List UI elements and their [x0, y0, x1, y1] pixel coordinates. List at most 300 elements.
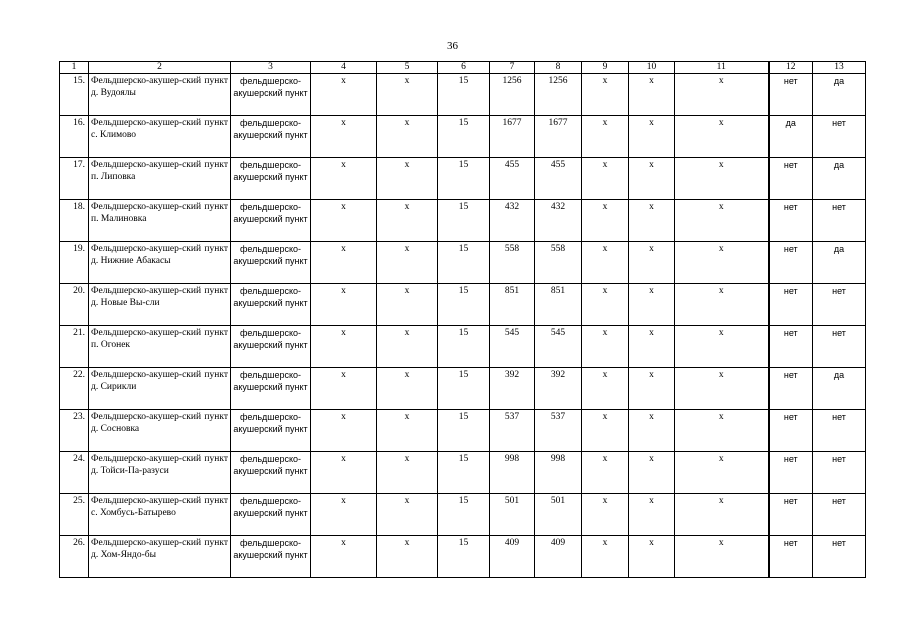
- col-4-value-text: x: [341, 370, 346, 380]
- facility-name-text: Фельдшерско-акушер-ский пункт с. Климово: [91, 118, 228, 140]
- column-header-6: 6: [438, 62, 490, 74]
- col-11-value-text: x: [718, 454, 724, 464]
- col-6-value-text: 15: [458, 412, 469, 422]
- col-12-value: [769, 368, 813, 410]
- col-7-value-text: 558: [504, 244, 520, 254]
- facility-name-text: Фельдшерско-акушер-ский пункт д. Сирикли: [91, 370, 228, 392]
- col-12-value-text: нет: [783, 202, 798, 212]
- page-number: 36: [447, 40, 458, 52]
- facility-name: [89, 326, 231, 368]
- col-11-value-text: x: [718, 328, 724, 338]
- column-header-1: 1: [60, 62, 89, 74]
- col-9-value: [582, 116, 629, 158]
- facility-name: [89, 116, 231, 158]
- facility-name-text: Фельдшерско-акушер-ский пункт д. Тойси-Па-разуси: [91, 454, 228, 476]
- col-10-value-text: x: [649, 202, 654, 212]
- row-number-text: 21.: [73, 328, 85, 338]
- col-5-value: [377, 74, 438, 116]
- col-12-value: [769, 326, 813, 368]
- col-13-value: [813, 74, 866, 116]
- facility-type: [231, 74, 311, 116]
- col-11-value-text: x: [718, 202, 724, 212]
- col-12-value: [769, 116, 813, 158]
- col-12-value-text: нет: [783, 160, 798, 170]
- col-8-value: [535, 158, 582, 200]
- facility-type: [231, 326, 311, 368]
- facility-type: [231, 242, 311, 284]
- data-table: [59, 61, 866, 578]
- col-13-value-text: нет: [832, 202, 846, 212]
- col-8-value: [535, 368, 582, 410]
- col-13-value-text: нет: [832, 412, 846, 422]
- column-header-3: 3: [231, 62, 311, 74]
- facility-type-text: фельдшерско-акушерский пункт: [233, 454, 308, 476]
- col-5-value: [377, 326, 438, 368]
- col-12-value: [769, 74, 813, 116]
- col-12-value-text: нет: [783, 412, 798, 422]
- facility-name-text: Фельдшерско-акушер-ский пункт с. Хомбусь-Батырево: [91, 496, 228, 518]
- col-9-value: [582, 494, 629, 536]
- col-5-value: [377, 536, 438, 578]
- col-10-value-text: x: [649, 118, 654, 128]
- col-10-value: [629, 368, 675, 410]
- col-5-value-text: x: [404, 370, 410, 380]
- col-8-value-text: 998: [550, 454, 566, 464]
- col-8-value: [535, 326, 582, 368]
- col-8-value-text: 432: [550, 202, 566, 212]
- col-4-value: [311, 494, 377, 536]
- col-8-value: [535, 200, 582, 242]
- column-header-2: 2: [89, 62, 231, 74]
- col-4-value-text: x: [341, 496, 346, 506]
- col-4-value: [311, 410, 377, 452]
- col-12-value-text: нет: [783, 454, 798, 464]
- col-4-value-text: x: [341, 118, 346, 128]
- col-7-value: [490, 200, 535, 242]
- col-11-value-text: x: [718, 76, 724, 86]
- col-6-value-text: 15: [458, 286, 469, 296]
- col-13-value-text: нет: [832, 286, 846, 296]
- col-9-value: [582, 452, 629, 494]
- row-number: [60, 284, 89, 326]
- col-9-value-text: x: [602, 370, 608, 380]
- col-10-value: [629, 74, 675, 116]
- col-13-value: [813, 536, 866, 578]
- col-4-value: [311, 368, 377, 410]
- facility-name: [89, 368, 231, 410]
- col-12-value: [769, 242, 813, 284]
- col-8-value-text: 558: [550, 244, 566, 254]
- col-10-value-text: x: [649, 412, 654, 422]
- col-13-value: [813, 284, 866, 326]
- col-4-value: [311, 452, 377, 494]
- col-9-value: [582, 536, 629, 578]
- col-12-value-text: нет: [783, 370, 798, 380]
- col-13-value-text: нет: [832, 118, 846, 128]
- col-5-value-text: x: [404, 538, 410, 548]
- col-6-value: [438, 452, 490, 494]
- col-4-value-text: x: [341, 286, 346, 296]
- col-10-value: [629, 200, 675, 242]
- col-8-value-text: 851: [550, 286, 566, 296]
- facility-type-text: фельдшерско-акушерский пункт: [233, 286, 308, 308]
- col-11-value: [675, 326, 769, 368]
- col-13-value: [813, 116, 866, 158]
- col-5-value-text: x: [404, 496, 410, 506]
- col-10-value-text: x: [649, 160, 654, 170]
- row-number: [60, 74, 89, 116]
- col-9-value-text: x: [602, 412, 608, 422]
- col-6-value-text: 15: [458, 76, 469, 86]
- col-7-value: [490, 284, 535, 326]
- col-6-value-text: 15: [458, 328, 469, 338]
- col-8-value-text: 392: [550, 370, 566, 380]
- col-11-value-text: x: [718, 118, 724, 128]
- col-9-value-text: x: [602, 496, 608, 506]
- col-9-value: [582, 326, 629, 368]
- col-7-value: [490, 410, 535, 452]
- col-5-value-text: x: [404, 202, 410, 212]
- col-5-value: [377, 116, 438, 158]
- col-11-value-text: x: [718, 412, 724, 422]
- col-12-value: [769, 200, 813, 242]
- col-10-value-text: x: [649, 454, 654, 464]
- col-7-value: [490, 368, 535, 410]
- col-6-value: [438, 368, 490, 410]
- table-row: [60, 410, 866, 452]
- col-13-value: [813, 326, 866, 368]
- facility-name-text: Фельдшерско-акушер-ский пункт д. Сосновка: [91, 412, 228, 434]
- facility-type: [231, 200, 311, 242]
- facility-type-text: фельдшерско-акушерский пункт: [233, 328, 308, 350]
- col-12-value: [769, 494, 813, 536]
- facility-type-text: фельдшерско-акушерский пункт: [233, 244, 308, 266]
- column-header-4: 4: [311, 62, 377, 74]
- col-4-value: [311, 242, 377, 284]
- col-13-value-text: нет: [832, 496, 846, 506]
- facility-name: [89, 200, 231, 242]
- col-12-value-text: нет: [783, 286, 798, 296]
- facility-name-text: Фельдшерско-акушер-ский пункт д. Новые Вы-сли: [91, 286, 228, 308]
- col-8-value: [535, 410, 582, 452]
- col-8-value-text: 409: [550, 538, 566, 548]
- col-7-value: [490, 242, 535, 284]
- column-header-7: 7: [490, 62, 535, 74]
- row-number-text: 23.: [73, 412, 85, 422]
- col-7-value: [490, 116, 535, 158]
- col-9-value: [582, 284, 629, 326]
- col-5-value: [377, 242, 438, 284]
- facility-name-text: Фельдшерско-акушер-ский пункт д. Вудоялы: [91, 76, 228, 98]
- facility-type: [231, 410, 311, 452]
- col-11-value: [675, 116, 769, 158]
- facility-name-text: Фельдшерско-акушер-ский пункт п. Огонек: [91, 328, 228, 350]
- col-12-value: [769, 158, 813, 200]
- col-7-value-text: 537: [504, 412, 520, 422]
- col-8-value-text: 545: [550, 328, 566, 338]
- col-6-value: [438, 494, 490, 536]
- col-5-value-text: x: [404, 160, 410, 170]
- column-header-5: 5: [377, 62, 438, 74]
- col-10-value-text: x: [649, 538, 654, 548]
- row-number: [60, 158, 89, 200]
- col-9-value: [582, 242, 629, 284]
- column-header-12: 12: [769, 62, 813, 74]
- col-8-value-text: 501: [550, 496, 566, 506]
- col-10-value: [629, 158, 675, 200]
- col-11-value-text: x: [718, 160, 724, 170]
- col-5-value: [377, 284, 438, 326]
- col-13-value: [813, 158, 866, 200]
- col-8-value: [535, 284, 582, 326]
- facility-name: [89, 242, 231, 284]
- col-9-value-text: x: [602, 538, 608, 548]
- header-row: [60, 62, 866, 74]
- col-10-value: [629, 242, 675, 284]
- row-number-text: 16.: [73, 118, 85, 128]
- col-10-value-text: x: [649, 370, 654, 380]
- col-11-value: [675, 242, 769, 284]
- col-4-value-text: x: [341, 328, 346, 338]
- col-7-value: [490, 452, 535, 494]
- table-row: [60, 368, 866, 410]
- col-5-value: [377, 452, 438, 494]
- column-header-8: 8: [535, 62, 582, 74]
- col-8-value: [535, 242, 582, 284]
- table-row: [60, 158, 866, 200]
- row-number-text: 26.: [73, 538, 85, 548]
- col-13-value: [813, 494, 866, 536]
- col-13-value: [813, 410, 866, 452]
- col-4-value: [311, 116, 377, 158]
- col-11-value-text: x: [718, 538, 724, 548]
- facility-type-text: фельдшерско-акушерский пункт: [233, 76, 308, 98]
- table-row: [60, 494, 866, 536]
- facility-type-text: фельдшерско-акушерский пункт: [233, 202, 308, 224]
- col-10-value: [629, 452, 675, 494]
- facility-type: [231, 368, 311, 410]
- column-header-10: 10: [629, 62, 675, 74]
- col-10-value: [629, 536, 675, 578]
- column-header-9: 9: [582, 62, 629, 74]
- col-12-value-text: нет: [783, 76, 798, 86]
- col-9-value: [582, 74, 629, 116]
- col-11-value: [675, 284, 769, 326]
- col-12-value-text: нет: [783, 496, 798, 506]
- col-10-value: [629, 494, 675, 536]
- table-row: [60, 536, 866, 578]
- col-11-value: [675, 74, 769, 116]
- col-8-value: [535, 494, 582, 536]
- col-11-value: [675, 158, 769, 200]
- col-5-value-text: x: [404, 412, 410, 422]
- col-7-value: [490, 74, 535, 116]
- col-7-value-text: 392: [504, 370, 520, 380]
- col-9-value: [582, 158, 629, 200]
- table-row: [60, 74, 866, 116]
- col-10-value-text: x: [649, 496, 654, 506]
- col-5-value-text: x: [404, 454, 410, 464]
- row-number-text: 20.: [73, 286, 85, 296]
- col-13-value-text: нет: [832, 454, 846, 464]
- col-8-value-text: 537: [550, 412, 566, 422]
- col-11-value-text: x: [718, 370, 724, 380]
- col-5-value: [377, 158, 438, 200]
- col-12-value: [769, 452, 813, 494]
- col-11-value: [675, 452, 769, 494]
- row-number-text: 15.: [73, 76, 85, 86]
- col-8-value: [535, 536, 582, 578]
- row-number: [60, 536, 89, 578]
- col-12-value-text: да: [785, 118, 796, 128]
- col-5-value-text: x: [404, 328, 410, 338]
- col-11-value-text: x: [718, 286, 724, 296]
- facility-name-text: Фельдшерско-акушер-ский пункт п. Малиновка: [91, 202, 228, 224]
- col-7-value-text: 545: [504, 328, 520, 338]
- col-8-value-text: 1677: [548, 118, 568, 128]
- col-6-value-text: 15: [458, 244, 469, 254]
- facility-name: [89, 284, 231, 326]
- facility-name: [89, 452, 231, 494]
- col-4-value: [311, 74, 377, 116]
- col-8-value-text: 455: [550, 160, 566, 170]
- col-10-value: [629, 116, 675, 158]
- col-7-value-text: 432: [504, 202, 520, 212]
- facility-type-text: фельдшерско-акушерский пункт: [233, 370, 308, 392]
- col-10-value: [629, 410, 675, 452]
- col-4-value-text: x: [341, 454, 346, 464]
- col-4-value-text: x: [341, 202, 346, 212]
- col-11-value: [675, 536, 769, 578]
- col-11-value-text: x: [718, 496, 724, 506]
- col-5-value-text: x: [404, 118, 410, 128]
- facility-type: [231, 536, 311, 578]
- facility-type-text: фельдшерско-акушерский пункт: [233, 496, 308, 518]
- col-7-value: [490, 326, 535, 368]
- table-row: [60, 452, 866, 494]
- col-9-value-text: x: [602, 76, 608, 86]
- facility-name-text: Фельдшерско-акушер-ский пункт д. Хом-Яндо-бы: [91, 538, 228, 560]
- col-12-value-text: нет: [783, 538, 798, 548]
- col-11-value: [675, 200, 769, 242]
- facility-name: [89, 536, 231, 578]
- col-5-value-text: x: [404, 76, 410, 86]
- col-4-value: [311, 536, 377, 578]
- col-6-value-text: 15: [458, 496, 469, 506]
- col-10-value-text: x: [649, 328, 654, 338]
- col-12-value-text: нет: [783, 328, 798, 338]
- col-10-value-text: x: [649, 244, 654, 254]
- col-6-value-text: 15: [458, 370, 469, 380]
- facility-name: [89, 494, 231, 536]
- col-9-value: [582, 200, 629, 242]
- col-12-value: [769, 536, 813, 578]
- col-10-value: [629, 326, 675, 368]
- col-13-value-text: да: [833, 76, 845, 86]
- facility-name: [89, 410, 231, 452]
- col-8-value: [535, 452, 582, 494]
- table-row: [60, 116, 866, 158]
- facility-type-text: фельдшерско-акушерский пункт: [233, 538, 308, 560]
- col-10-value-text: x: [649, 76, 654, 86]
- col-5-value: [377, 494, 438, 536]
- col-7-value-text: 409: [504, 538, 520, 548]
- col-4-value: [311, 200, 377, 242]
- col-8-value-text: 1256: [548, 76, 568, 86]
- col-13-value-text: нет: [832, 328, 846, 338]
- col-6-value: [438, 326, 490, 368]
- facility-type: [231, 494, 311, 536]
- col-6-value: [438, 158, 490, 200]
- col-5-value-text: x: [404, 286, 410, 296]
- col-13-value: [813, 452, 866, 494]
- col-9-value: [582, 410, 629, 452]
- facility-name-text: Фельдшерско-акушер-ский пункт п. Липовка: [91, 160, 228, 182]
- col-6-value: [438, 74, 490, 116]
- col-6-value: [438, 284, 490, 326]
- col-6-value-text: 15: [458, 160, 469, 170]
- col-4-value: [311, 158, 377, 200]
- col-9-value-text: x: [602, 328, 608, 338]
- facility-type: [231, 158, 311, 200]
- col-9-value-text: x: [602, 286, 608, 296]
- col-4-value-text: x: [341, 76, 346, 86]
- col-13-value: [813, 200, 866, 242]
- row-number: [60, 200, 89, 242]
- col-8-value: [535, 116, 582, 158]
- col-9-value: [582, 368, 629, 410]
- col-9-value-text: x: [602, 244, 608, 254]
- col-9-value-text: x: [602, 160, 608, 170]
- col-6-value: [438, 116, 490, 158]
- col-10-value-text: x: [649, 286, 654, 296]
- col-7-value-text: 1256: [502, 76, 522, 86]
- row-number-text: 19.: [73, 244, 85, 254]
- row-number: [60, 326, 89, 368]
- col-6-value: [438, 242, 490, 284]
- col-7-value-text: 501: [504, 496, 520, 506]
- col-12-value: [769, 410, 813, 452]
- row-number-text: 24.: [73, 454, 85, 464]
- table-row: [60, 200, 866, 242]
- col-4-value-text: x: [341, 244, 346, 254]
- col-11-value: [675, 494, 769, 536]
- facility-type: [231, 284, 311, 326]
- col-5-value: [377, 410, 438, 452]
- col-11-value: [675, 368, 769, 410]
- col-7-value-text: 851: [504, 286, 520, 296]
- col-4-value-text: x: [341, 412, 346, 422]
- col-4-value: [311, 284, 377, 326]
- col-11-value: [675, 410, 769, 452]
- facility-type: [231, 116, 311, 158]
- facility-name: [89, 74, 231, 116]
- row-number-text: 25.: [73, 496, 85, 506]
- facility-type-text: фельдшерско-акушерский пункт: [233, 118, 308, 140]
- col-11-value-text: x: [718, 244, 724, 254]
- col-7-value: [490, 158, 535, 200]
- col-13-value-text: да: [833, 244, 845, 254]
- col-7-value-text: 1677: [502, 118, 522, 128]
- facility-type-text: фельдшерско-акушерский пункт: [233, 412, 308, 434]
- facility-name: [89, 158, 231, 200]
- col-9-value-text: x: [602, 454, 608, 464]
- row-number-text: 18.: [73, 202, 85, 212]
- col-7-value: [490, 494, 535, 536]
- col-7-value: [490, 536, 535, 578]
- facility-type-text: фельдшерско-акушерский пункт: [233, 160, 308, 182]
- col-10-value: [629, 284, 675, 326]
